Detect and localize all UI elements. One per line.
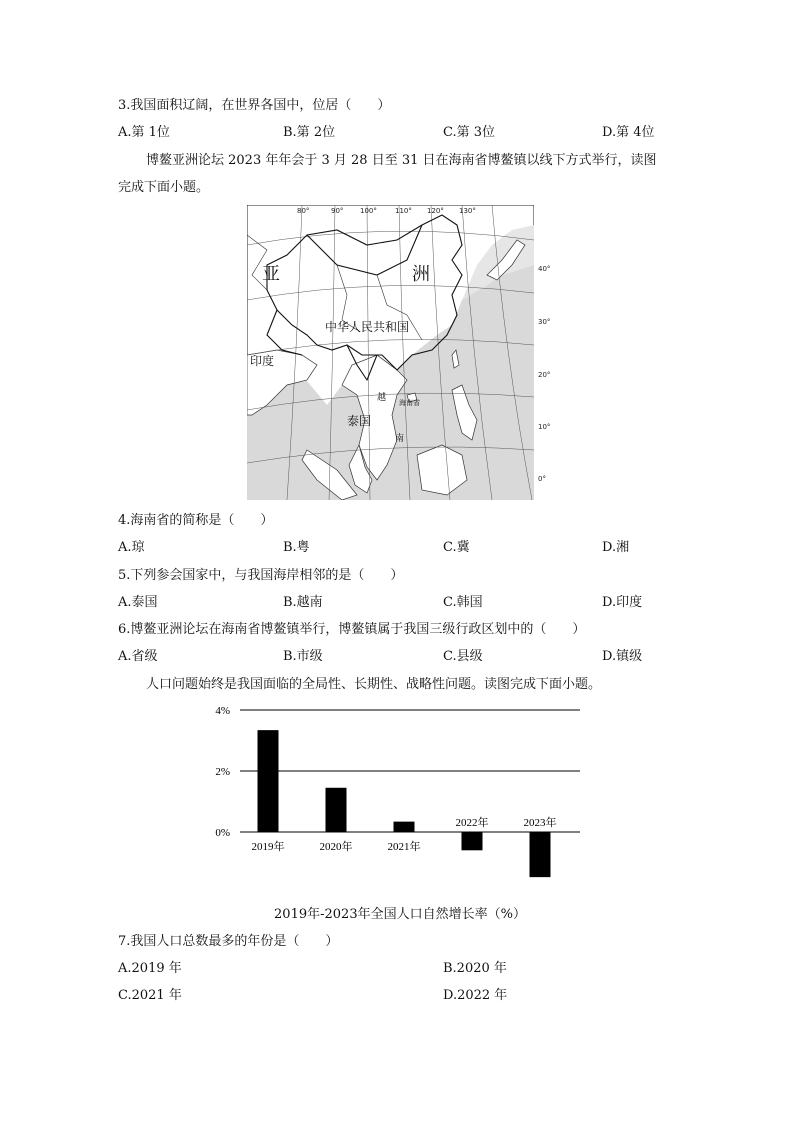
x-tick-label: 2020年 — [319, 841, 353, 853]
q4-option-a: A.琼 — [118, 540, 145, 555]
y-tick-label: 2% — [215, 766, 230, 778]
x-tick-label: 2023年 — [523, 817, 557, 829]
asia-map — [247, 205, 534, 500]
q4-option-d: D.湘 — [602, 540, 630, 555]
q3-option-a: A.第 1位 — [118, 125, 170, 140]
bar-2021年 — [394, 822, 415, 832]
map-label-zhou: 洲 — [412, 264, 430, 285]
lat-label-40: 40° — [538, 265, 551, 273]
map-label-yue: 越 — [377, 393, 387, 403]
population-growth-chart — [200, 700, 600, 920]
q4-stem: 4.海南省的简称是（ ） — [118, 513, 274, 528]
intro-forum-line2: 完成下面小题。 — [118, 180, 210, 195]
q6-option-d: D.镇级 — [602, 649, 643, 664]
lon-label-130: 130° — [459, 207, 476, 215]
map-label-thailand: 泰国 — [347, 414, 372, 428]
lon-label-90: 90° — [331, 207, 344, 215]
intro-population: 人口问题始终是我国面临的全局性、长期性、战略性问题。读图完成下面小题。 — [146, 677, 602, 692]
y-tick-label: 0% — [215, 827, 230, 839]
lat-label-20: 20° — [538, 371, 551, 379]
q5-option-b: B.越南 — [283, 595, 323, 610]
q5-option-d: D.印度 — [602, 595, 643, 610]
q7-option-c: C.2021 年 — [118, 988, 182, 1003]
lat-label-30: 30° — [538, 318, 551, 326]
map-label-hainan: 海南省 — [399, 399, 420, 407]
q4-option-b: B.粤 — [283, 540, 310, 555]
map-label-india: 印度 — [250, 354, 275, 368]
map-label-ya: 亚 — [262, 264, 280, 285]
q7-option-b: B.2020 年 — [443, 961, 507, 976]
intro-forum-line1: 博鳌亚洲论坛 2023 年年会于 3 月 28 日至 31 日在海南省博鳌镇以线下方式举行，读图 — [146, 153, 657, 168]
q7-stem: 7.我国人口总数最多的年份是（ ） — [118, 934, 339, 949]
q3-option-c: C.第 3位 — [443, 125, 496, 140]
lon-label-80: 80° — [297, 207, 310, 215]
q6-stem: 6.博鳌亚洲论坛在海南省博鳌镇举行，博鳌镇属于我国三级行政区划中的（ ） — [118, 622, 586, 637]
q4-option-c: C.冀 — [443, 540, 470, 555]
q3-stem: 3.我国面积辽阔，在世界各国中，位居（ ） — [118, 98, 391, 113]
x-tick-label: 2019年 — [251, 841, 285, 853]
q7-option-a: A.2019 年 — [118, 961, 182, 976]
q3-option-d: D.第 4位 — [602, 125, 655, 140]
bar-2020年 — [326, 788, 347, 832]
map-lat-labels — [536, 205, 576, 500]
map-label-nan: 南 — [395, 434, 405, 444]
bar-2019年 — [258, 730, 279, 832]
lon-label-120: 120° — [427, 207, 444, 215]
q6-option-a: A.省级 — [118, 649, 158, 664]
lon-label-100: 100° — [360, 207, 377, 215]
map-label-china: 中华人民共和国 — [325, 320, 410, 334]
q6-option-c: C.县级 — [443, 649, 483, 664]
lon-label-110: 110° — [395, 207, 412, 215]
q7-option-d: D.2022 年 — [443, 988, 508, 1003]
lat-label-0: 0° — [538, 475, 546, 483]
map-lon-labels — [247, 207, 534, 219]
x-tick-label: 2022年 — [455, 817, 489, 829]
bar-2022年 — [462, 832, 483, 850]
y-tick-label: 4% — [215, 705, 230, 717]
lat-label-10: 10° — [538, 423, 551, 431]
chart-title: 2019年-2023年全国人口自然增长率（%） — [274, 907, 526, 922]
q5-stem: 5.下列参会国家中，与我国海岸相邻的是（ ） — [118, 568, 404, 583]
q5-option-a: A.泰国 — [118, 595, 158, 610]
bar-2023年 — [530, 832, 551, 877]
x-tick-label: 2021年 — [387, 841, 421, 853]
q5-option-c: C.韩国 — [443, 595, 483, 610]
q3-option-b: B.第 2位 — [283, 125, 336, 140]
q6-option-b: B.市级 — [283, 649, 323, 664]
